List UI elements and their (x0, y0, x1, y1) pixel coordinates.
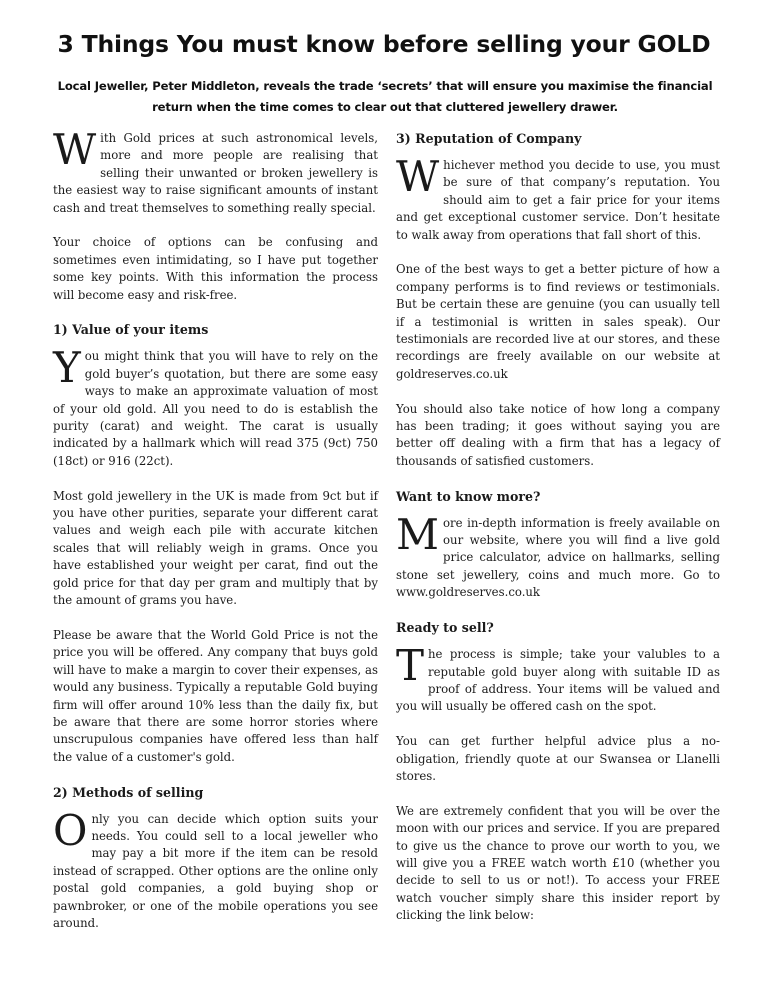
section-heading-know-more: Want to know more? (396, 488, 541, 504)
intro-paragraph (53, 125, 378, 217)
know-more-paragraph (396, 509, 720, 602)
ready-paragraph-2: You can get further helpful advice plus a no-obligation, friendly quote at our Swansea or Llanelli stores. (396, 734, 720, 783)
drop-cap: Y (53, 343, 81, 393)
methods-text: nly you can decide which option suits your needs. You could sell to a local jeweller who may pay a bit more if the item can be resold instead of scrapped. Other options are the online only postal gold companies, a gold buying shop or pawnbroker, or one of the mobile operations you see around. (53, 811, 378, 930)
drop-cap: M (396, 509, 440, 559)
ready-paragraph-3: We are extremely confident that you will be over the moon with our prices and service. If you are prepared to give us the chance to prove our worth to you, we will give you a FREE watch worth £10 (whether you decide to sell to us or not!). To access your FREE watch voucher simply share this insider report by clicking the link below: (396, 803, 720, 923)
section-heading-reputation: 3) Reputation of Company (396, 131, 582, 146)
intro-paragraph-2: Your choice of options can be confusing and sometimes even intimidating, so I have put together some key points. With this information the process will become easy and risk-free. (53, 235, 378, 302)
methods-paragraph (53, 805, 378, 933)
page-subtitle: Local Jeweller, Peter Middleton, reveals the trade ‘secrets’ that will ensure you maximise the financial return when the time comes to clear out that cluttered jewellery drawer. (57, 79, 713, 114)
section-heading-ready: Ready to sell? (396, 620, 494, 636)
know-more-text: ore in-depth information is freely available on our website, where you will find a live gold price calculator, advice on hallmarks, selling stone set jewellery, coins and much more. Go to www.goldreserves.co.uk (396, 515, 720, 600)
page-title: 3 Things You must know before selling your GOLD (57, 30, 711, 58)
reputation-paragraph-3: You should also take notice of how long a company has been trading; it goes without saying you are better off dealing with a firm that has a legacy of thousands of satisfied customers. (396, 401, 720, 468)
drop-cap: W (396, 152, 440, 201)
value-text-1: ou might think that you will have to rely on the gold buyer’s quotation, but there are some easy ways to make an approximate valuation of most of your old gold. All you need to do is establish the purity (carat) and weight. The carat is usually indicated by a hallmark which will read 375 (9ct) 750 (18ct) or 916 (22ct). (53, 349, 378, 468)
ready-paragraph-1 (396, 641, 720, 716)
ready-text-1: he process is simple; take your valubles to a reputable gold buyer along with suitable ID as proof of address. Your items will be valued and you will usually be offered cash on the spot. (396, 647, 720, 714)
value-paragraph-1 (53, 343, 378, 470)
intro-text: ith Gold prices at such astronomical levels, more and more people are realising that selling their unwanted or broken jewellery is the easiest way to raise significant amounts of instant cash and treat themselves to something really special. (53, 131, 378, 215)
value-paragraph-3: Please be aware that the World Gold Price is not the price you will be offered. Any company that buys gold will have to make a margin to cover their expenses, as would any business. Typically a reputable Gold buying firm will offer around 10% less than the daily fix, but be aware that there are some horror stories where unscrupulous companies have offered less than half the value of a customer's gold. (53, 627, 378, 764)
drop-cap: O (53, 805, 88, 855)
drop-cap: W (53, 125, 97, 174)
reputation-paragraph-1 (396, 152, 720, 244)
value-paragraph-2: Most gold jewellery in the UK is made from 9ct but if you have other purities, separate your different carat values and weigh each pile with accurate kitchen scales that will reliably weigh in grams. Once you have established your weight per carat, find out the gold price for that day per gram and multiply that by the amount of grams you have. (53, 488, 378, 608)
reputation-paragraph-2: One of the best ways to get a better picture of how a company performs is to find reviews or testimonials. But be certain these are genuine (you can usually tell if a testimonial is written in sales speak). Our testimonials are recorded live at our stores, and these recordings are freely available on our website at goldreserves.co.uk (396, 262, 720, 381)
section-heading-methods: 2) Methods of selling (53, 784, 204, 800)
section-heading-value: 1) Value of your items (53, 322, 209, 338)
reputation-text-1: hichever method you decide to use, you must be sure of that company’s reputation. You should aim to get a fair price for your items and get exceptional customer service. Don’t hesitate to walk away from operations that fall short of this. (396, 158, 720, 242)
right-column (396, 130, 720, 942)
drop-cap: T (396, 641, 425, 691)
left-column (53, 125, 378, 950)
